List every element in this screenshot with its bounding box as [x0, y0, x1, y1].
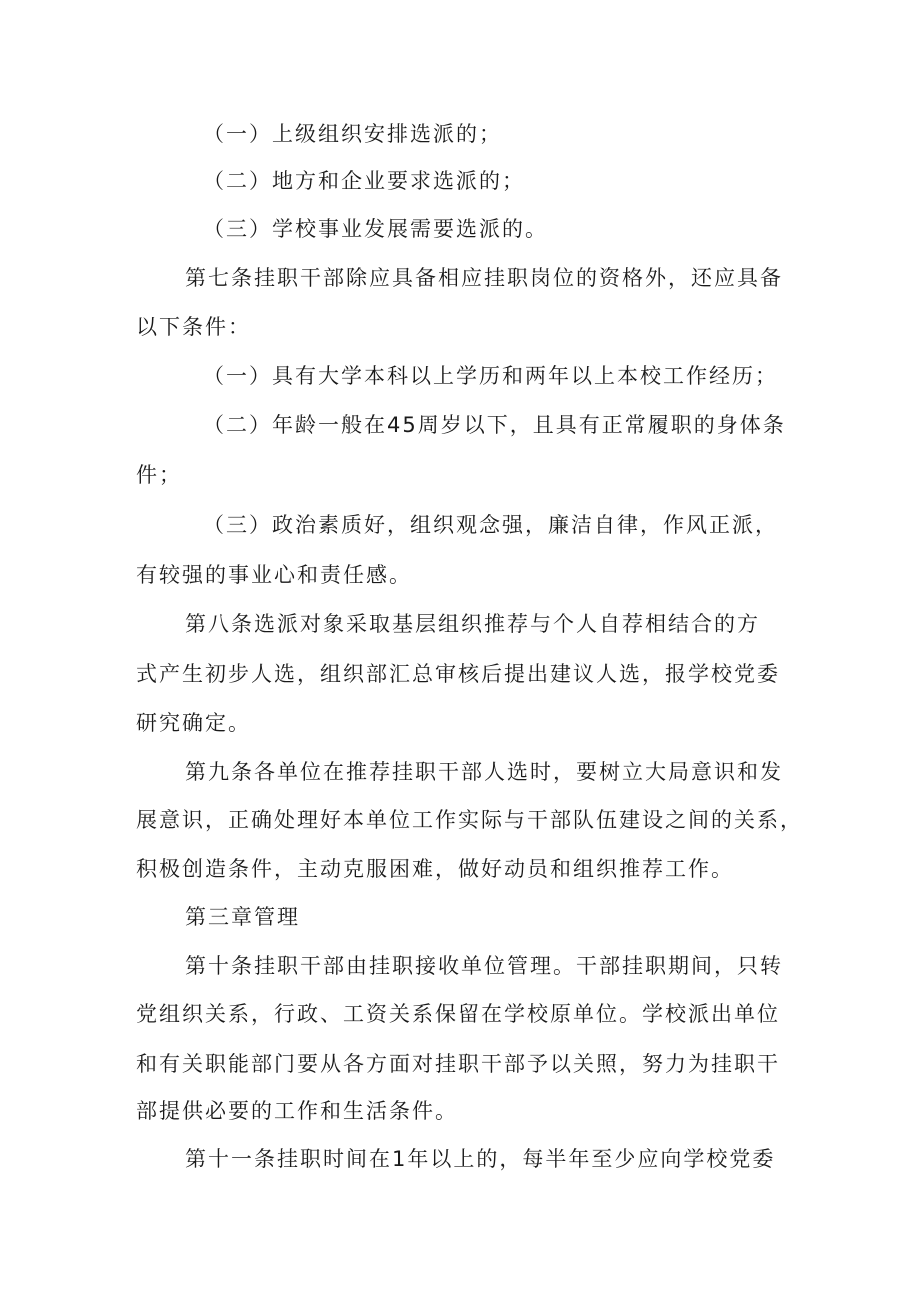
text-line: 第十一条挂职时间在1年以上的，每半年至少应向学校党委 — [185, 1147, 776, 1171]
text-line: 部提供必要的工作和生活条件。 — [136, 1099, 458, 1123]
text-line: （一）具有大学本科以上学历和两年以上本校工作经历； — [203, 364, 778, 388]
text-line: （二）年龄一般在45周岁以下，且具有正常履职的身体条 — [203, 413, 786, 437]
text-line: 积极创造条件，主动克服困难，做好动员和组织推荐工作。 — [136, 857, 734, 881]
text-line: （二）地方和企业要求选派的； — [203, 169, 525, 193]
text-line: （三）政治素质好，组织观念强，廉洁自律，作风正派， — [203, 513, 778, 537]
text-line: 第七条挂职干部除应具备相应挂职岗位的资格外，还应具备 — [185, 266, 783, 290]
text-line: （一）上级组织安排选派的； — [203, 122, 502, 146]
text-line: 有较强的事业心和责任感。 — [136, 563, 412, 587]
text-line: 和有关职能部门要从各方面对挂职干部予以关照，努力为挂职干 — [136, 1052, 780, 1076]
text-line: 第八条选派对象采取基层组织推荐与个人自荐相结合的方 — [185, 612, 760, 636]
section-heading: 第三章管理 — [185, 905, 300, 929]
text-line: 第十条挂职干部由挂职接收单位管理。干部挂职期间，只转 — [185, 954, 783, 978]
text-line: 党组织关系，行政、工资关系保留在学校原单位。学校派出单位 — [136, 1002, 780, 1026]
text-line: 件； — [136, 463, 182, 487]
text-line: 以下条件： — [136, 315, 251, 339]
text-line: 第九条各单位在推荐挂职干部人选时，要树立大局意识和发 — [185, 760, 783, 784]
text-line: 研究确定。 — [136, 711, 251, 735]
text-line: 式产生初步人选，组织部汇总审核后提出建议人选，报学校党委 — [136, 662, 780, 686]
text-line: 展意识，正确处理好本单位工作实际与干部队伍建设之间的关系， — [136, 808, 803, 832]
text-line: （三）学校事业发展需要选派的。 — [203, 217, 548, 241]
